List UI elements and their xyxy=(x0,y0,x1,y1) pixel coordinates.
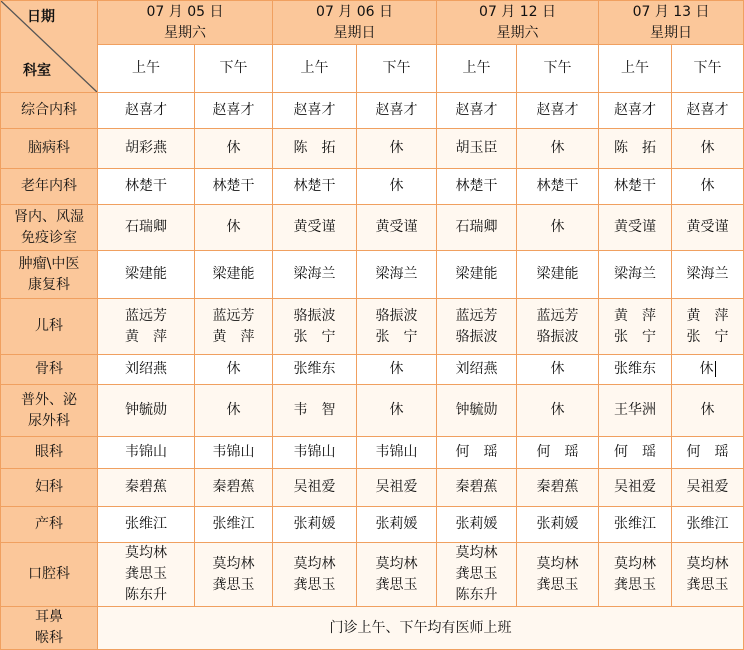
doctor-name: 胡玉臣 xyxy=(455,140,498,156)
duty-cell[interactable] xyxy=(98,205,195,251)
date-header-3 xyxy=(437,1,599,45)
duty-cell[interactable] xyxy=(195,469,273,507)
duty-cell[interactable] xyxy=(195,299,273,355)
duty-cell[interactable] xyxy=(273,251,357,299)
duty-cell[interactable] xyxy=(599,129,672,169)
department-name-line: 综合内科 xyxy=(21,102,77,118)
department-name-line: 肾内、风湿 xyxy=(14,208,84,225)
duty-cell[interactable] xyxy=(599,385,672,437)
schedule-row xyxy=(1,437,744,469)
duty-cell[interactable] xyxy=(273,93,357,129)
doctor-name: 钟毓勋 xyxy=(455,402,498,418)
doctor-name: 黄受谨 xyxy=(614,219,657,235)
doctor-name: 蓝远芳 xyxy=(455,307,498,324)
department-cell xyxy=(1,507,98,543)
duty-cell[interactable] xyxy=(357,507,437,543)
duty-cell[interactable] xyxy=(357,469,437,507)
duty-cell[interactable] xyxy=(195,507,273,543)
duty-cell[interactable] xyxy=(599,205,672,251)
doctor-name: 莫均林 xyxy=(293,555,336,572)
duty-cell[interactable] xyxy=(599,299,672,355)
doctor-name: 赵喜才 xyxy=(455,102,498,118)
duty-cell[interactable] xyxy=(672,93,744,129)
doctor-name: 张莉媛 xyxy=(293,516,336,532)
duty-cell[interactable] xyxy=(98,169,195,205)
doctor-name: 莫均林 xyxy=(686,555,729,572)
department-name-line: 眼科 xyxy=(35,444,63,460)
duty-cell[interactable] xyxy=(672,129,744,169)
doctor-name: 黄 萍 xyxy=(212,328,255,345)
date-text: 07 月 05 日 xyxy=(146,3,224,20)
doctor-name: 休 xyxy=(550,140,565,156)
duty-cell[interactable] xyxy=(599,543,672,607)
duty-cell[interactable] xyxy=(437,299,517,355)
duty-cell[interactable] xyxy=(517,543,599,607)
doctor-name: 林楚干 xyxy=(455,178,498,194)
doctor-name: 骆振波 xyxy=(455,328,498,345)
doctor-name: 何 瑶 xyxy=(686,444,729,460)
weekday-text: 星期六 xyxy=(164,24,206,41)
doctor-name: 龚思玉 xyxy=(686,576,729,593)
doctor-name: 秦碧蕉 xyxy=(212,479,255,495)
morning-header: 上午 xyxy=(98,45,195,93)
doctor-name: 张莉媛 xyxy=(455,516,498,532)
duty-cell[interactable] xyxy=(98,469,195,507)
duty-cell[interactable] xyxy=(195,93,273,129)
duty-cell[interactable] xyxy=(98,251,195,299)
corner-header-cell xyxy=(1,1,98,93)
duty-cell[interactable] xyxy=(437,469,517,507)
doctor-name: 休 xyxy=(226,140,241,156)
doctor-name: 梁建能 xyxy=(125,266,167,282)
schedule-row xyxy=(1,507,744,543)
duty-cell[interactable] xyxy=(437,169,517,205)
duty-cell[interactable] xyxy=(357,129,437,169)
duty-cell[interactable] xyxy=(195,205,273,251)
schedule-row xyxy=(1,169,744,205)
department-name-line: 肿瘤\中医 xyxy=(18,255,80,272)
doctor-name: 休 xyxy=(550,219,565,235)
duty-cell[interactable] xyxy=(195,437,273,469)
doctor-name: 梁海兰 xyxy=(375,266,418,282)
schedule-row xyxy=(1,251,744,299)
duty-cell[interactable] xyxy=(357,169,437,205)
doctor-name: 骆振波 xyxy=(293,307,336,324)
duty-cell[interactable] xyxy=(517,299,599,355)
duty-cell[interactable] xyxy=(517,385,599,437)
doctor-name: 陈 拓 xyxy=(293,140,336,156)
doctor-name: 钟毓勋 xyxy=(125,402,167,418)
doctor-name: 张莉媛 xyxy=(375,516,418,532)
doctor-name: 休 xyxy=(389,361,404,377)
department-cell xyxy=(1,437,98,469)
doctor-name: 休 xyxy=(700,402,715,418)
doctor-name: 蓝远芳 xyxy=(125,307,167,324)
doctor-name: 龚思玉 xyxy=(455,566,498,582)
duty-cell[interactable] xyxy=(672,299,744,355)
doctor-name: 骆振波 xyxy=(536,328,579,345)
doctor-name: 张维江 xyxy=(212,516,255,532)
department-cell xyxy=(1,543,98,607)
duty-cell[interactable] xyxy=(672,251,744,299)
department-name-line: 康复科 xyxy=(28,276,70,293)
doctor-name: 赵喜才 xyxy=(293,102,336,118)
doctor-name: 何 瑶 xyxy=(614,444,657,460)
department-cell xyxy=(1,129,98,169)
department-cell xyxy=(1,205,98,251)
doctor-name: 莫均林 xyxy=(536,555,579,572)
doctor-name: 陈东升 xyxy=(125,587,167,603)
department-name-line: 骨科 xyxy=(35,361,63,377)
doctor-name: 休 xyxy=(389,178,404,194)
weekday-text: 星期六 xyxy=(496,24,539,41)
doctor-name: 休 xyxy=(700,178,715,194)
doctor-name: 林楚干 xyxy=(293,178,336,194)
schedule-row xyxy=(1,299,744,355)
date-text: 07 月 13 日 xyxy=(632,3,710,20)
department-name-line: 喉科 xyxy=(35,630,63,646)
doctor-name: 张维东 xyxy=(614,361,657,377)
doctor-name: 龚思玉 xyxy=(614,576,657,593)
duty-cell[interactable] xyxy=(98,355,195,385)
schedule-row xyxy=(1,129,744,169)
doctor-name: 张维江 xyxy=(686,516,729,532)
doctor-name: 石瑞卿 xyxy=(455,219,498,235)
department-cell xyxy=(1,385,98,437)
duty-cell[interactable] xyxy=(195,385,273,437)
duty-cell[interactable] xyxy=(357,251,437,299)
date-header-2 xyxy=(273,1,437,45)
doctor-name: 王华洲 xyxy=(614,402,657,418)
schedule-body xyxy=(1,93,744,607)
morning-header: 上午 xyxy=(599,45,672,93)
duty-cell[interactable] xyxy=(195,129,273,169)
doctor-name: 何 瑶 xyxy=(536,444,579,460)
duty-cell[interactable] xyxy=(599,355,672,385)
department-cell xyxy=(1,469,98,507)
duty-cell[interactable] xyxy=(517,169,599,205)
doctor-name: 秦碧蕉 xyxy=(125,479,167,495)
doctor-name: 梁建能 xyxy=(212,266,255,282)
duty-cell[interactable] xyxy=(98,129,195,169)
date-header-4 xyxy=(599,1,744,45)
department-name-line: 老年内科 xyxy=(21,178,77,194)
duty-cell[interactable] xyxy=(672,355,744,385)
department-name-line: 产科 xyxy=(35,516,63,532)
duty-cell[interactable] xyxy=(98,507,195,543)
duty-cell[interactable] xyxy=(273,507,357,543)
duty-cell[interactable] xyxy=(273,355,357,385)
doctor-name: 韦锦山 xyxy=(375,444,418,460)
date-header-1 xyxy=(98,1,273,45)
department-name-line: 普外、泌 xyxy=(21,391,77,408)
doctor-name: 龚思玉 xyxy=(125,566,167,582)
doctor-name: 莫均林 xyxy=(614,555,657,572)
duty-cell[interactable] xyxy=(98,543,195,607)
morning-header: 上午 xyxy=(437,45,517,93)
department-cell xyxy=(1,93,98,129)
duty-cell[interactable] xyxy=(195,169,273,205)
doctor-name: 赵喜才 xyxy=(536,102,579,118)
duty-cell[interactable] xyxy=(98,299,195,355)
doctor-name: 何 瑶 xyxy=(455,444,498,460)
doctor-name: 赵喜才 xyxy=(686,102,729,118)
duty-cell[interactable] xyxy=(273,129,357,169)
doctor-name: 张 宁 xyxy=(293,328,336,345)
doctor-name: 梁海兰 xyxy=(293,266,336,282)
department-cell xyxy=(1,251,98,299)
afternoon-header: 下午 xyxy=(357,45,437,93)
duty-cell[interactable] xyxy=(98,437,195,469)
doctor-name: 秦碧蕉 xyxy=(536,479,579,495)
duty-cell[interactable] xyxy=(357,93,437,129)
doctor-name: 韦锦山 xyxy=(212,444,255,460)
department-axis-label: 科室 xyxy=(23,63,51,79)
duty-cell[interactable] xyxy=(672,385,744,437)
schedule-row xyxy=(1,385,744,437)
doctor-name: 刘绍燕 xyxy=(455,361,498,377)
duty-cell[interactable] xyxy=(672,169,744,205)
doctor-name: 黄受谨 xyxy=(686,219,729,235)
doctor-name: 石瑞卿 xyxy=(125,219,167,235)
doctor-name: 黄 萍 xyxy=(125,328,167,345)
weekday-text: 星期日 xyxy=(650,24,693,41)
department-cell xyxy=(1,355,98,385)
duty-cell[interactable] xyxy=(357,299,437,355)
doctor-name: 刘绍燕 xyxy=(125,361,167,377)
doctor-name: 林楚干 xyxy=(212,178,255,194)
doctor-name: 赵喜才 xyxy=(212,102,255,118)
doctor-name: 林楚干 xyxy=(614,178,657,194)
duty-cell[interactable] xyxy=(437,543,517,607)
afternoon-header: 下午 xyxy=(672,45,744,93)
duty-cell[interactable] xyxy=(273,169,357,205)
doctor-name: 张莉媛 xyxy=(536,516,579,532)
duty-cell[interactable] xyxy=(437,251,517,299)
doctor-name: 休 xyxy=(699,361,714,377)
doctor-name: 吴祖爱 xyxy=(375,479,418,495)
schedule-row xyxy=(1,543,744,607)
doctor-name: 韦 智 xyxy=(293,402,336,418)
duty-cell[interactable] xyxy=(357,385,437,437)
department-cell-ent xyxy=(1,607,98,650)
doctor-name: 梁建能 xyxy=(455,266,498,282)
department-name-line: 口腔科 xyxy=(28,566,70,582)
duty-cell[interactable] xyxy=(599,469,672,507)
duty-cell[interactable] xyxy=(273,385,357,437)
afternoon-header: 下午 xyxy=(517,45,599,93)
duty-cell[interactable] xyxy=(273,299,357,355)
doctor-name: 梁海兰 xyxy=(686,266,729,282)
doctor-name: 莫均林 xyxy=(212,555,255,572)
doctor-name: 龚思玉 xyxy=(293,576,336,593)
duty-cell[interactable] xyxy=(437,93,517,129)
duty-cell[interactable] xyxy=(273,205,357,251)
duty-cell[interactable] xyxy=(599,507,672,543)
schedule-row xyxy=(1,93,744,129)
doctor-name: 黄受谨 xyxy=(375,219,418,235)
text-cursor xyxy=(715,361,716,377)
doctor-name: 吴祖爱 xyxy=(293,479,336,495)
duty-cell[interactable] xyxy=(517,355,599,385)
doctor-name: 吴祖爱 xyxy=(614,479,657,495)
doctor-name: 龚思玉 xyxy=(212,576,255,593)
date-axis-label: 日期 xyxy=(27,9,55,25)
doctor-name: 龚思玉 xyxy=(536,576,579,593)
doctor-name: 休 xyxy=(226,402,241,418)
schedule-row xyxy=(1,355,744,385)
schedule-row xyxy=(1,205,744,251)
department-name-line: 妇科 xyxy=(35,479,63,495)
doctor-name: 韦锦山 xyxy=(293,444,336,460)
schedule-row xyxy=(1,469,744,507)
doctor-name: 陈东升 xyxy=(455,587,498,603)
doctor-name: 骆振波 xyxy=(375,307,418,324)
duty-cell[interactable] xyxy=(517,129,599,169)
doctor-name: 莫均林 xyxy=(455,545,498,561)
duty-cell[interactable] xyxy=(672,205,744,251)
doctor-name: 张 宁 xyxy=(686,328,729,345)
duty-cell[interactable] xyxy=(517,251,599,299)
duty-cell[interactable] xyxy=(195,355,273,385)
duty-cell[interactable] xyxy=(98,93,195,129)
doctor-name: 蓝远芳 xyxy=(536,307,579,324)
doctor-name: 秦碧蕉 xyxy=(455,479,498,495)
doctor-name: 蓝远芳 xyxy=(212,307,255,324)
doctor-name: 胡彩燕 xyxy=(125,140,167,156)
doctor-name: 休 xyxy=(226,219,241,235)
duty-cell[interactable] xyxy=(437,507,517,543)
doctor-name: 赵喜才 xyxy=(125,102,167,118)
doctor-name: 赵喜才 xyxy=(614,102,657,118)
doctor-name: 张维江 xyxy=(614,516,657,532)
duty-cell[interactable] xyxy=(517,469,599,507)
duty-cell[interactable] xyxy=(273,469,357,507)
duty-cell[interactable] xyxy=(98,385,195,437)
duty-cell[interactable] xyxy=(599,169,672,205)
department-cell xyxy=(1,169,98,205)
duty-cell[interactable] xyxy=(517,205,599,251)
duty-cell[interactable] xyxy=(599,251,672,299)
doctor-name: 休 xyxy=(550,402,565,418)
duty-cell[interactable] xyxy=(517,507,599,543)
doctor-name: 黄 萍 xyxy=(686,307,729,324)
doctor-name: 赵喜才 xyxy=(375,102,418,118)
doctor-name: 黄受谨 xyxy=(293,219,336,235)
doctor-name: 梁海兰 xyxy=(614,266,657,282)
doctor-name: 莫均林 xyxy=(125,545,167,561)
duty-cell[interactable] xyxy=(437,129,517,169)
doctor-name: 韦锦山 xyxy=(125,444,167,460)
duty-cell[interactable] xyxy=(357,355,437,385)
doctor-name: 黄 萍 xyxy=(614,307,657,324)
duty-cell[interactable] xyxy=(437,385,517,437)
doctor-name: 张维江 xyxy=(125,516,167,532)
doctor-name: 梁建能 xyxy=(536,266,579,282)
doctor-name: 休 xyxy=(550,361,565,377)
duty-cell[interactable] xyxy=(437,437,517,469)
doctor-name: 张 宁 xyxy=(614,328,657,345)
duty-cell[interactable] xyxy=(357,543,437,607)
weekday-text: 星期日 xyxy=(333,24,376,41)
duty-cell[interactable] xyxy=(273,543,357,607)
date-text: 07 月 06 日 xyxy=(316,3,394,20)
duty-cell[interactable] xyxy=(672,507,744,543)
doctor-name: 龚思玉 xyxy=(375,576,418,593)
department-name-line: 尿外科 xyxy=(28,412,70,429)
duty-cell[interactable] xyxy=(357,437,437,469)
duty-cell[interactable] xyxy=(517,437,599,469)
duty-cell[interactable] xyxy=(672,543,744,607)
doctor-name: 陈 拓 xyxy=(614,140,657,156)
duty-cell[interactable] xyxy=(599,93,672,129)
duty-cell[interactable] xyxy=(357,205,437,251)
duty-cell[interactable] xyxy=(273,437,357,469)
duty-cell[interactable] xyxy=(599,437,672,469)
doctor-name: 莫均林 xyxy=(375,555,418,572)
duty-cell[interactable] xyxy=(672,469,744,507)
doctor-name: 林楚干 xyxy=(536,178,579,194)
duty-cell[interactable] xyxy=(672,437,744,469)
doctor-name: 张 宁 xyxy=(375,328,418,345)
department-cell xyxy=(1,299,98,355)
duty-cell[interactable] xyxy=(517,93,599,129)
doctor-name: 休 xyxy=(389,402,404,418)
ent-note-cell: 门诊上午、下午均有医师上班 xyxy=(98,607,744,650)
department-name-line: 脑病科 xyxy=(28,140,70,156)
doctor-name: 休 xyxy=(700,140,715,156)
department-name-line: 免疫诊室 xyxy=(21,229,77,246)
doctor-name: 林楚干 xyxy=(125,178,167,194)
afternoon-header: 下午 xyxy=(195,45,273,93)
duty-cell[interactable] xyxy=(437,205,517,251)
duty-cell[interactable] xyxy=(195,251,273,299)
doctor-name: 张维东 xyxy=(293,361,336,377)
doctor-name: 休 xyxy=(389,140,404,156)
doctor-name: 吴祖爱 xyxy=(686,479,729,495)
duty-cell[interactable] xyxy=(437,355,517,385)
duty-cell[interactable] xyxy=(195,543,273,607)
department-name-line: 耳鼻 xyxy=(35,609,63,625)
morning-header: 上午 xyxy=(273,45,357,93)
department-name-line: 儿科 xyxy=(35,318,63,334)
date-text: 07 月 12 日 xyxy=(479,3,557,20)
doctor-name: 休 xyxy=(226,361,241,377)
